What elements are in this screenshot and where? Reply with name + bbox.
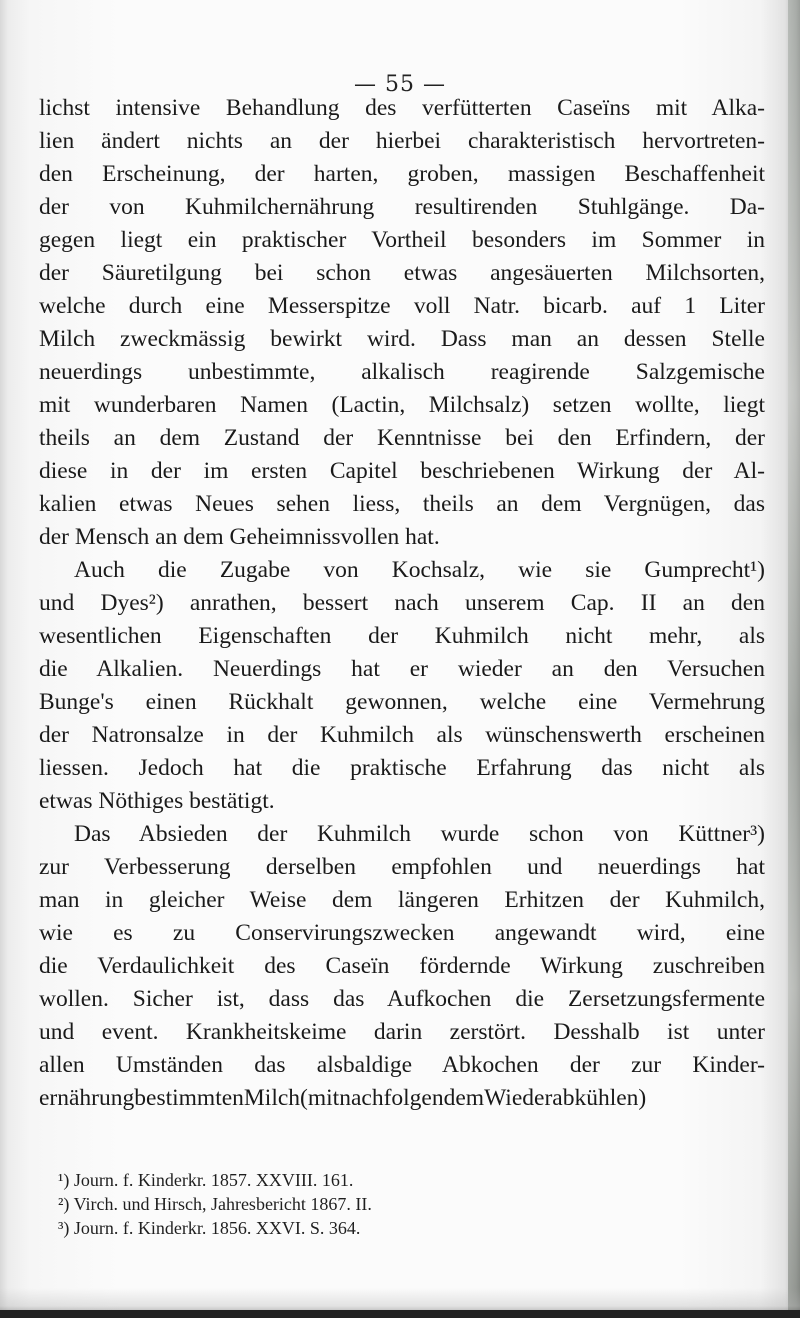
text-line: und event. Krankheitskeime darin zerstört. Desshalb ist unter: [39, 1019, 765, 1045]
text-line: wollen. Sicher ist, dass das Aufkochen die Zersetzungsfermente: [39, 986, 765, 1012]
text-line: Milch zweckmässig bewirkt wird. Dass man an dessen Stelle: [39, 326, 765, 352]
text-line: den Erscheinung, der harten, groben, massigen Beschaffenheit: [39, 161, 765, 187]
footnote: ¹) Journ. f. Kinderkr. 1857. XXVIII. 161.: [58, 1170, 354, 1190]
page-number: — 55 —: [354, 72, 446, 97]
text-line: Das Absieden der Kuhmilch wurde schon von Küttner³): [74, 821, 765, 847]
page-edge-shadow: [788, 0, 800, 1318]
footnote: ²) Virch. und Hirsch, Jahresbericht 1867. II.: [58, 1194, 372, 1214]
text-line: liessen. Jedoch hat die praktische Erfahrung das nicht als: [39, 755, 765, 781]
text-line: welche durch eine Messerspitze voll Natr. bicarb. auf 1 Liter: [39, 293, 765, 319]
text-line: etwas Nöthiges bestätigt.: [39, 788, 275, 814]
text-line: gegen liegt ein praktischer Vortheil besonders im Sommer in: [39, 227, 765, 253]
text-line: kalien etwas Neues sehen liess, theils an dem Vergnügen, das: [39, 491, 765, 517]
text-line: wesentlichen Eigenschaften der Kuhmilch nicht mehr, als: [39, 623, 765, 649]
text-line: der Mensch an dem Geheimnissvollen hat.: [39, 524, 440, 550]
bottom-edge-bar: [0, 1310, 800, 1318]
text-line: diese in der im ersten Capitel beschriebenen Wirkung der Al-: [39, 458, 765, 484]
text-line: die Verdaulichkeit des Caseïn fördernde Wirkung zuschreiben: [39, 953, 765, 979]
text-line: lien ändert nichts an der hierbei charakteristisch hervortreten-: [39, 128, 765, 154]
text-line: lichst intensive Behandlung des verfütterten Caseïns mit Alka-: [39, 95, 765, 121]
text-line: ernährungbestimmtenMilch(mitnachfolgendemWiederabkühlen): [39, 1085, 647, 1111]
text-line: Bunge's einen Rückhalt gewonnen, welche eine Vermehrung: [39, 689, 765, 715]
text-line: der von Kuhmilchernährung resultirenden Stuhlgänge. Da-: [39, 194, 765, 220]
text-line: die Alkalien. Neuerdings hat er wieder an den Versuchen: [39, 656, 765, 682]
text-line: neuerdings unbestimmte, alkalisch reagirende Salzgemische: [39, 359, 765, 385]
text-line: theils an dem Zustand der Kenntnisse bei den Erfindern, der: [39, 425, 765, 451]
text-line: wie es zu Conservirungszwecken angewandt wird, eine: [39, 920, 765, 946]
text-line: der Natronsalze in der Kuhmilch als wünschenswerth erscheinen: [39, 722, 765, 748]
text-line: Auch die Zugabe von Kochsalz, wie sie Gumprecht¹): [74, 557, 765, 583]
text-line: mit wunderbaren Namen (Lactin, Milchsalz) setzen wollte, liegt: [39, 392, 765, 418]
text-line: allen Umständen das alsbaldige Abkochen der zur Kinder-: [39, 1052, 765, 1078]
text-line: der Säuretilgung bei schon etwas angesäuerten Milchsorten,: [39, 260, 765, 286]
footnotes: [58, 1168, 738, 1240]
text-line: zur Verbesserung derselben empfohlen und neuerdings hat: [39, 854, 765, 880]
text-line: man in gleicher Weise dem längeren Erhitzen der Kuhmilch,: [39, 887, 765, 913]
footnote: ³) Journ. f. Kinderkr. 1856. XXVI. S. 364.: [58, 1218, 361, 1238]
text-line: und Dyes²) anrathen, bessert nach unserem Cap. II an den: [39, 590, 765, 616]
body-text: [39, 92, 765, 1115]
